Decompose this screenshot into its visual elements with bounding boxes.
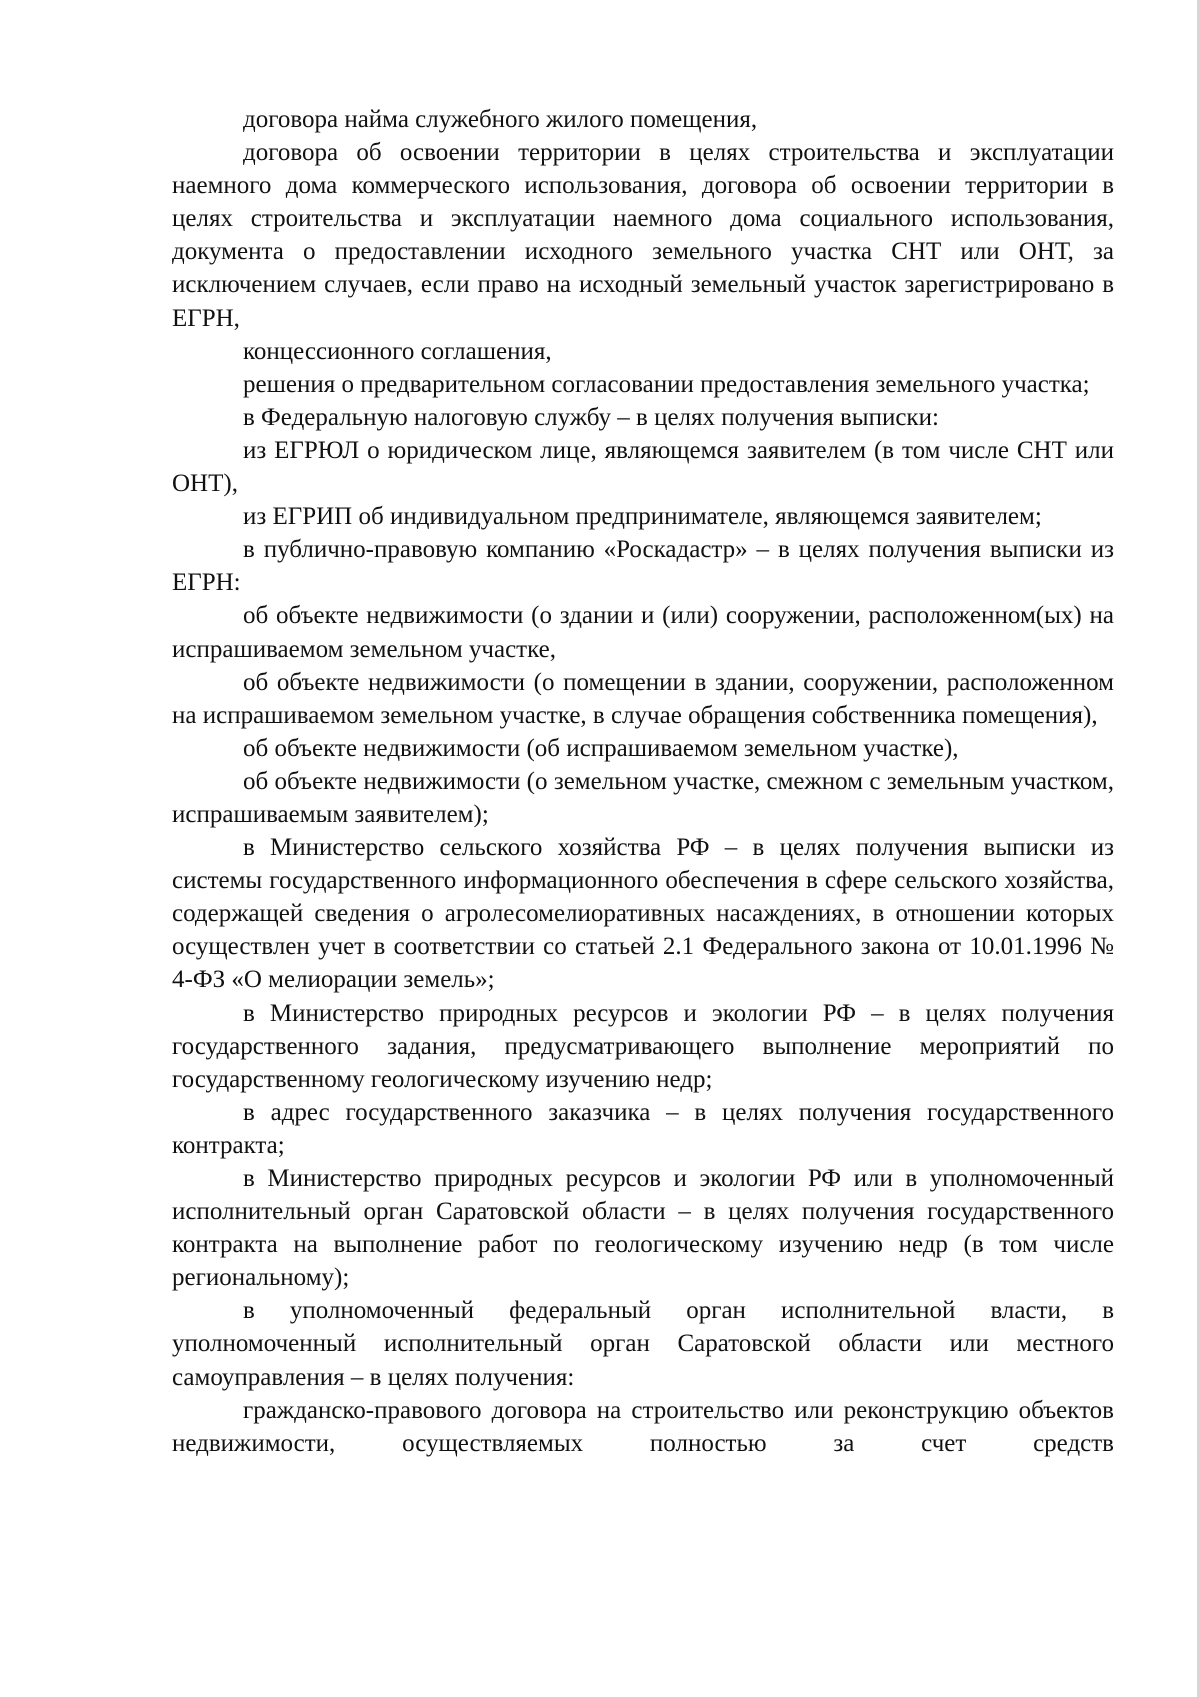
- paragraph: гражданско-правового договора на строительство или реконструкцию объектов недвижимости, осуществляемых полностью за счет средств: [172, 1396, 1114, 1457]
- paragraph: из ЕГРЮЛ о юридическом лице, являющемся заявителем (в том числе СНТ или ОНТ),: [172, 436, 1114, 498]
- paragraph: об объекте недвижимости (о здании и (или) сооружении, расположенном(ых) на испрашиваемом земельном участке,: [172, 602, 1114, 663]
- paragraph: из ЕГРИП об индивидуальном предпринимателе, являющемся заявителем;: [243, 503, 1042, 531]
- paragraph: договора найма служебного жилого помещения,: [243, 106, 758, 133]
- paragraph: в публично-правовую компанию «Роскадастр» – в целях получения выписки из ЕГРН:: [172, 536, 1114, 597]
- paragraph: об объекте недвижимости (об испрашиваемом земельном участке),: [243, 734, 959, 762]
- paragraph: концессионного соглашения,: [243, 337, 552, 365]
- paragraph: в Министерство сельского хозяйства РФ – в целях получения выписки из системы государственного информационного обеспечения в сфере сельского хозяйства, содержащей сведения о агролесомелиоративных насаждениях, в отношении которых осуществлен учет в соответствии со статьей 2.1 Федерального закона от 10.01.1996 № 4-ФЗ «О мелиорации земель»;: [172, 834, 1114, 994]
- document-body: [172, 103, 1114, 1460]
- paragraph: договора об освоении территории в целях строительства и эксплуатации наемного дома коммерческого использования, договора об освоении территории в целях строительства и эксплуатации наемного дома социального использования, документа о предоставлении исходного земельного участка СНТ или ОНТ, за исключением случаев, если право на исходный земельный участок зарегистрировано в ЕГРН,: [172, 139, 1114, 332]
- paragraph: решения о предварительном согласовании предоставления земельного участка;: [243, 370, 1090, 398]
- paragraph: в адрес государственного заказчика – в целях получения государственного контракта;: [172, 1098, 1114, 1159]
- paragraph: в Федеральную налоговую службу – в целях получения выписки:: [243, 403, 939, 431]
- paragraph: в Министерство природных ресурсов и экологии РФ или в уполномоченный исполнительный орган Саратовской области – в целях получения государственного контракта на выполнение работ по геологическому изучению недр (в том числе региональному);: [172, 1165, 1114, 1292]
- paragraph: в Министерство природных ресурсов и экологии РФ – в целях получения государственного задания, предусматривающего выполнение мероприятий по государственному геологическому изучению недр;: [172, 999, 1114, 1093]
- paragraph: об объекте недвижимости (о земельном участке, смежном с земельным участком, испрашиваемым заявителем);: [172, 767, 1114, 828]
- paragraph: в уполномоченный федеральный орган исполнительной власти, в уполномоченный исполнительный орган Саратовской области или местного самоуправления – в целях получения:: [172, 1297, 1114, 1391]
- paragraph: об объекте недвижимости (о помещении в здании, сооружении, расположенном на испрашиваемом земельном участке, в случае обращения собственника помещения),: [172, 668, 1114, 729]
